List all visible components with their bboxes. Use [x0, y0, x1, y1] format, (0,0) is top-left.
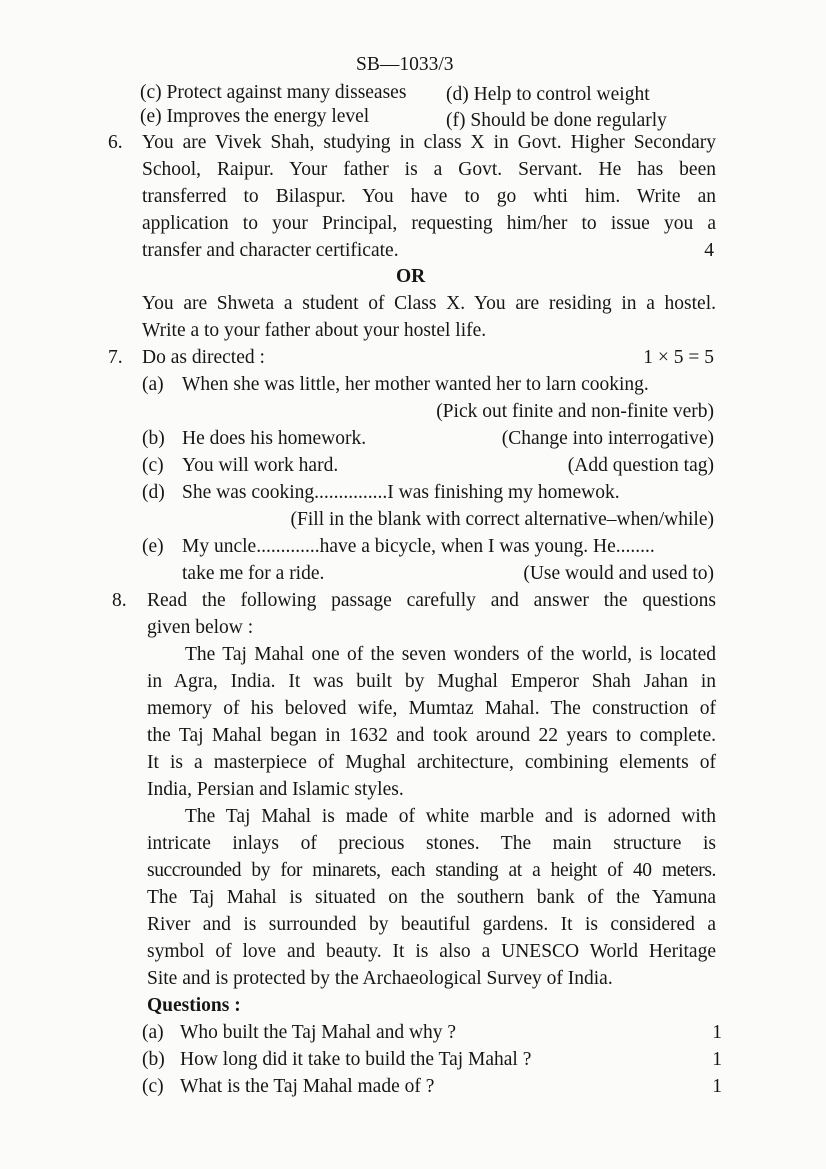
- passage-line: succrounded by for minarets, each standing at a height of 40 meters.: [147, 860, 716, 881]
- q7-b-label: (b): [142, 428, 165, 449]
- q7-d-instruction: (Fill in the blank with correct alternative–when/while): [290, 509, 714, 530]
- question-6-number: 6.: [108, 132, 123, 153]
- q8-a-marks: 1: [712, 1022, 722, 1043]
- option-e: (e) Improves the energy level: [140, 106, 370, 127]
- q7-a-label: (a): [142, 374, 164, 395]
- q8-c-marks: 1: [712, 1076, 722, 1097]
- q8-b-text: How long did it take to build the Taj Mahal ?: [180, 1049, 532, 1070]
- passage-line: in Agra, India. It was built by Mughal Emperor Shah Jahan in: [147, 671, 716, 692]
- q8-b-marks: 1: [712, 1049, 722, 1070]
- q7-marks: 1 × 5 = 5: [643, 347, 714, 368]
- q7-a-instruction: (Pick out finite and non-finite verb): [436, 401, 714, 422]
- q7-c-text: You will work hard.: [182, 455, 339, 476]
- passage-line: memory of his beloved wife, Mumtaz Mahal. The construction of: [147, 698, 716, 719]
- or-divider: OR: [396, 266, 426, 287]
- passage-line: India, Persian and Islamic styles.: [147, 779, 404, 800]
- passage-line: The Taj Mahal is made of white marble and is adorned with: [185, 806, 716, 827]
- q8-b-label: (b): [142, 1049, 165, 1070]
- passage-line: The Taj Mahal is situated on the southern bank of the Yamuna: [147, 887, 716, 908]
- q8-intro-line: Read the following passage carefully and answer the questions: [147, 590, 716, 611]
- q7-c-instruction: (Add question tag): [567, 455, 714, 476]
- q6-line: transferred to Bilaspur. You have to go whti him. Write an: [142, 186, 716, 207]
- q6-alt-line: Write a to your father about your hostel life.: [142, 320, 487, 341]
- questions-heading: Questions :: [147, 995, 241, 1016]
- q7-e-text-cont: take me for a ride.: [182, 563, 325, 584]
- q7-b-instruction: (Change into interrogative): [501, 428, 714, 449]
- q6-line: School, Raipur. Your father is a Govt. Servant. He has been: [142, 159, 716, 180]
- question-8-number: 8.: [112, 590, 127, 611]
- q6-line: You are Vivek Shah, studying in class X in Govt. Higher Secondary: [142, 132, 716, 153]
- q8-a-text: Who built the Taj Mahal and why ?: [180, 1022, 457, 1043]
- q8-c-label: (c): [142, 1076, 164, 1097]
- q6-line: application to your Principal, requesting him/her to issue you a: [142, 213, 716, 234]
- q7-c-label: (c): [142, 455, 164, 476]
- passage-line: River and is surrounded by beautiful gardens. It is considered a: [147, 914, 716, 935]
- q7-a-text: When she was little, her mother wanted her to larn cooking.: [182, 374, 649, 395]
- option-c: (c) Protect against many disseases: [140, 82, 407, 103]
- passage-line: the Taj Mahal began in 1632 and took around 22 years to complete.: [147, 725, 716, 746]
- passage-line: symbol of love and beauty. It is also a UNESCO World Heritage: [147, 941, 716, 962]
- q7-e-label: (e): [142, 536, 164, 557]
- option-d: (d) Help to control weight: [446, 84, 650, 105]
- passage-line: Site and is protected by the Archaeological Survey of India.: [147, 968, 613, 989]
- q7-d-label: (d): [142, 482, 165, 503]
- q8-c-text: What is the Taj Mahal made of ?: [180, 1076, 435, 1097]
- q6-alt-line: You are Shweta a student of Class X. You are residing in a hostel.: [142, 293, 716, 314]
- q7-b-text: He does his homework.: [182, 428, 367, 449]
- question-7-number: 7.: [108, 347, 123, 368]
- q7-e-instruction: (Use would and used to): [523, 563, 714, 584]
- q8-a-label: (a): [142, 1022, 164, 1043]
- q6-line: transfer and character certificate.: [142, 240, 399, 261]
- q7-d-text: She was cooking...............I was finishing my homewok.: [182, 482, 620, 503]
- passage-line: It is a masterpiece of Mughal architecture, combining elements of: [147, 752, 716, 773]
- q8-intro-line: given below :: [147, 617, 254, 638]
- passage-line: intricate inlays of precious stones. The main structure is: [147, 833, 716, 854]
- q6-marks: 4: [704, 240, 714, 261]
- passage-line: The Taj Mahal one of the seven wonders of the world, is located: [185, 644, 716, 665]
- q7-e-text: My uncle.............have a bicycle, when I was young. He........: [182, 536, 655, 557]
- paper-code: SB—1033/3: [356, 54, 454, 75]
- q7-title: Do as directed :: [142, 347, 265, 368]
- option-f: (f) Should be done regularly: [446, 110, 667, 131]
